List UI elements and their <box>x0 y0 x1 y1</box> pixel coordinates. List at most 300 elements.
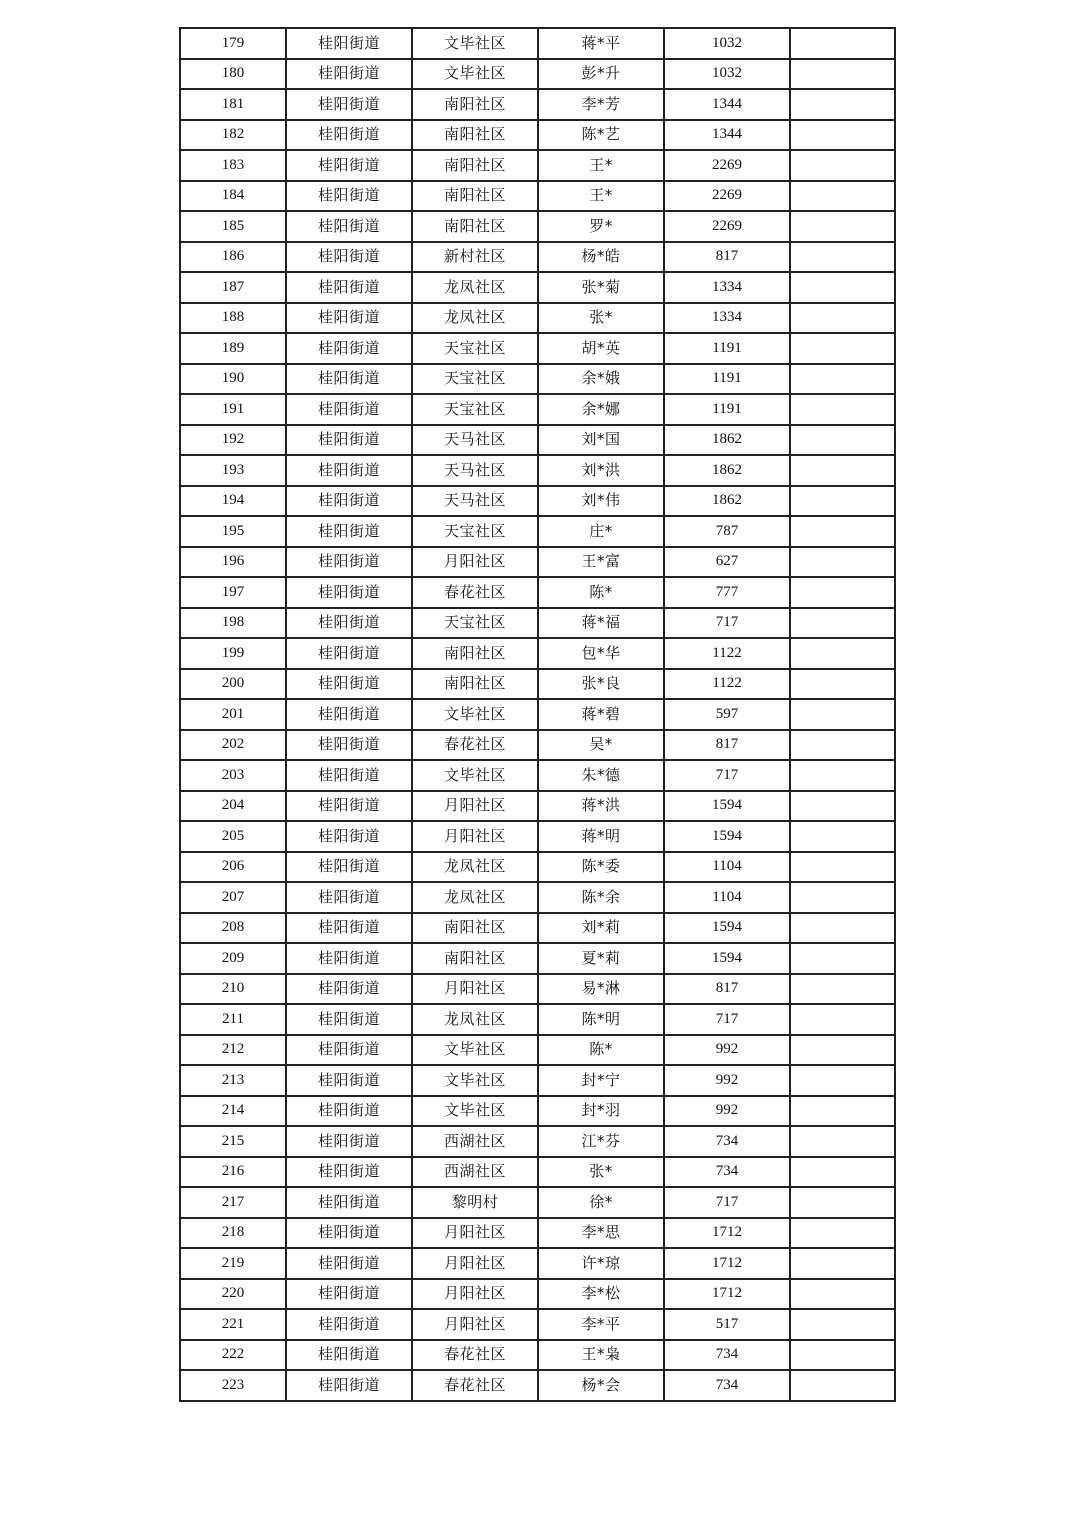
seq-cell: 191 <box>180 394 286 425</box>
name-cell: 李*平 <box>538 1309 664 1340</box>
street-cell: 桂阳街道 <box>286 1248 412 1279</box>
table-row <box>180 303 895 334</box>
table-row <box>180 852 895 883</box>
street-cell: 桂阳街道 <box>286 974 412 1005</box>
remark-cell <box>790 455 895 486</box>
street-cell: 桂阳街道 <box>286 882 412 913</box>
amount-cell: 1594 <box>664 943 790 974</box>
seq-cell: 190 <box>180 364 286 395</box>
name-cell: 王* <box>538 150 664 181</box>
name-cell: 徐* <box>538 1187 664 1218</box>
community-cell: 月阳社区 <box>412 1218 538 1249</box>
street-cell: 桂阳街道 <box>286 1035 412 1066</box>
amount-cell: 1862 <box>664 455 790 486</box>
street-cell: 桂阳街道 <box>286 89 412 120</box>
seq-cell: 206 <box>180 852 286 883</box>
seq-cell: 221 <box>180 1309 286 1340</box>
name-cell: 江*芬 <box>538 1126 664 1157</box>
street-cell: 桂阳街道 <box>286 1187 412 1218</box>
amount-cell: 2269 <box>664 181 790 212</box>
community-cell: 南阳社区 <box>412 669 538 700</box>
amount-cell: 1862 <box>664 486 790 517</box>
amount-cell: 992 <box>664 1096 790 1127</box>
remark-cell <box>790 1126 895 1157</box>
remark-cell <box>790 425 895 456</box>
table-row <box>180 272 895 303</box>
remark-cell <box>790 730 895 761</box>
remark-cell <box>790 486 895 517</box>
seq-cell: 211 <box>180 1004 286 1035</box>
table-row <box>180 730 895 761</box>
table-row <box>180 669 895 700</box>
table-row <box>180 577 895 608</box>
community-cell: 天马社区 <box>412 455 538 486</box>
community-cell: 南阳社区 <box>412 120 538 151</box>
name-cell: 彭*升 <box>538 59 664 90</box>
remark-cell <box>790 974 895 1005</box>
table-row <box>180 974 895 1005</box>
street-cell: 桂阳街道 <box>286 516 412 547</box>
street-cell: 桂阳街道 <box>286 1309 412 1340</box>
amount-cell: 1334 <box>664 272 790 303</box>
street-cell: 桂阳街道 <box>286 120 412 151</box>
community-cell: 南阳社区 <box>412 89 538 120</box>
remark-cell <box>790 547 895 578</box>
street-cell: 桂阳街道 <box>286 669 412 700</box>
table-row <box>180 394 895 425</box>
name-cell: 陈*委 <box>538 852 664 883</box>
street-cell: 桂阳街道 <box>286 577 412 608</box>
name-cell: 陈*艺 <box>538 120 664 151</box>
street-cell: 桂阳街道 <box>286 1126 412 1157</box>
table-row <box>180 791 895 822</box>
street-cell: 桂阳街道 <box>286 272 412 303</box>
community-cell: 龙凤社区 <box>412 272 538 303</box>
name-cell: 胡*英 <box>538 333 664 364</box>
table-row <box>180 28 895 59</box>
table-row <box>180 1096 895 1127</box>
community-cell: 天宝社区 <box>412 608 538 639</box>
amount-cell: 1122 <box>664 638 790 669</box>
seq-cell: 185 <box>180 211 286 242</box>
table-row <box>180 760 895 791</box>
name-cell: 李*芳 <box>538 89 664 120</box>
community-cell: 月阳社区 <box>412 1279 538 1310</box>
remark-cell <box>790 120 895 151</box>
table-row <box>180 1004 895 1035</box>
name-cell: 刘*国 <box>538 425 664 456</box>
amount-cell: 517 <box>664 1309 790 1340</box>
seq-cell: 208 <box>180 913 286 944</box>
seq-cell: 181 <box>180 89 286 120</box>
community-cell: 天宝社区 <box>412 364 538 395</box>
name-cell: 蒋*碧 <box>538 699 664 730</box>
seq-cell: 187 <box>180 272 286 303</box>
amount-cell: 1191 <box>664 394 790 425</box>
seq-cell: 215 <box>180 1126 286 1157</box>
community-cell: 南阳社区 <box>412 638 538 669</box>
name-cell: 李*松 <box>538 1279 664 1310</box>
community-cell: 春花社区 <box>412 1370 538 1401</box>
remark-cell <box>790 577 895 608</box>
amount-cell: 1032 <box>664 59 790 90</box>
amount-cell: 817 <box>664 730 790 761</box>
street-cell: 桂阳街道 <box>286 1279 412 1310</box>
seq-cell: 194 <box>180 486 286 517</box>
seq-cell: 209 <box>180 943 286 974</box>
table-row <box>180 181 895 212</box>
amount-cell: 2269 <box>664 211 790 242</box>
street-cell: 桂阳街道 <box>286 486 412 517</box>
amount-cell: 1862 <box>664 425 790 456</box>
table-row <box>180 333 895 364</box>
community-cell: 南阳社区 <box>412 181 538 212</box>
table-row <box>180 821 895 852</box>
name-cell: 王*枭 <box>538 1340 664 1371</box>
amount-cell: 1122 <box>664 669 790 700</box>
remark-cell <box>790 882 895 913</box>
table-row <box>180 1157 895 1188</box>
street-cell: 桂阳街道 <box>286 455 412 486</box>
remark-cell <box>790 1340 895 1371</box>
seq-cell: 217 <box>180 1187 286 1218</box>
remark-cell <box>790 913 895 944</box>
amount-cell: 1334 <box>664 303 790 334</box>
name-cell: 封*羽 <box>538 1096 664 1127</box>
seq-cell: 182 <box>180 120 286 151</box>
seq-cell: 222 <box>180 1340 286 1371</box>
remark-cell <box>790 1279 895 1310</box>
table-row <box>180 913 895 944</box>
community-cell: 南阳社区 <box>412 943 538 974</box>
table-row <box>180 1340 895 1371</box>
community-cell: 天宝社区 <box>412 516 538 547</box>
community-cell: 春花社区 <box>412 730 538 761</box>
table-row <box>180 120 895 151</box>
remark-cell <box>790 211 895 242</box>
amount-cell: 1712 <box>664 1218 790 1249</box>
remark-cell <box>790 1248 895 1279</box>
community-cell: 天马社区 <box>412 425 538 456</box>
seq-cell: 223 <box>180 1370 286 1401</box>
community-cell: 天宝社区 <box>412 333 538 364</box>
street-cell: 桂阳街道 <box>286 1370 412 1401</box>
community-cell: 南阳社区 <box>412 211 538 242</box>
amount-cell: 992 <box>664 1035 790 1066</box>
remark-cell <box>790 394 895 425</box>
amount-cell: 597 <box>664 699 790 730</box>
remark-cell <box>790 1157 895 1188</box>
table-row <box>180 516 895 547</box>
name-cell: 陈*明 <box>538 1004 664 1035</box>
street-cell: 桂阳街道 <box>286 638 412 669</box>
table-row <box>180 638 895 669</box>
seq-cell: 204 <box>180 791 286 822</box>
community-cell: 南阳社区 <box>412 913 538 944</box>
seq-cell: 180 <box>180 59 286 90</box>
amount-cell: 1594 <box>664 913 790 944</box>
community-cell: 天马社区 <box>412 486 538 517</box>
table-row <box>180 1309 895 1340</box>
community-cell: 文毕社区 <box>412 1035 538 1066</box>
seq-cell: 220 <box>180 1279 286 1310</box>
amount-cell: 787 <box>664 516 790 547</box>
street-cell: 桂阳街道 <box>286 1157 412 1188</box>
table-row <box>180 943 895 974</box>
remark-cell <box>790 791 895 822</box>
community-cell: 月阳社区 <box>412 547 538 578</box>
table-row <box>180 425 895 456</box>
name-cell: 易*淋 <box>538 974 664 1005</box>
amount-cell: 734 <box>664 1157 790 1188</box>
remark-cell <box>790 852 895 883</box>
community-cell: 黎明村 <box>412 1187 538 1218</box>
name-cell: 余*娥 <box>538 364 664 395</box>
name-cell: 朱*德 <box>538 760 664 791</box>
table-row <box>180 1187 895 1218</box>
remark-cell <box>790 699 895 730</box>
seq-cell: 216 <box>180 1157 286 1188</box>
remark-cell <box>790 821 895 852</box>
amount-cell: 734 <box>664 1370 790 1401</box>
name-cell: 王* <box>538 181 664 212</box>
table-row <box>180 547 895 578</box>
name-cell: 陈* <box>538 577 664 608</box>
community-cell: 龙凤社区 <box>412 1004 538 1035</box>
street-cell: 桂阳街道 <box>286 1218 412 1249</box>
table-row <box>180 150 895 181</box>
community-cell: 龙凤社区 <box>412 303 538 334</box>
remark-cell <box>790 516 895 547</box>
name-cell: 陈*余 <box>538 882 664 913</box>
remark-cell <box>790 333 895 364</box>
remark-cell <box>790 1035 895 1066</box>
remark-cell <box>790 28 895 59</box>
community-cell: 南阳社区 <box>412 150 538 181</box>
remark-cell <box>790 1065 895 1096</box>
name-cell: 夏*莉 <box>538 943 664 974</box>
amount-cell: 2269 <box>664 150 790 181</box>
community-cell: 文毕社区 <box>412 699 538 730</box>
street-cell: 桂阳街道 <box>286 333 412 364</box>
table-row <box>180 882 895 913</box>
community-cell: 文毕社区 <box>412 760 538 791</box>
amount-cell: 717 <box>664 1004 790 1035</box>
community-cell: 文毕社区 <box>412 28 538 59</box>
street-cell: 桂阳街道 <box>286 943 412 974</box>
community-cell: 天宝社区 <box>412 394 538 425</box>
amount-cell: 734 <box>664 1340 790 1371</box>
seq-cell: 219 <box>180 1248 286 1279</box>
name-cell: 封*宁 <box>538 1065 664 1096</box>
name-cell: 蒋*平 <box>538 28 664 59</box>
name-cell: 蒋*洪 <box>538 791 664 822</box>
name-cell: 王*富 <box>538 547 664 578</box>
street-cell: 桂阳街道 <box>286 791 412 822</box>
street-cell: 桂阳街道 <box>286 211 412 242</box>
table-row <box>180 364 895 395</box>
table-row <box>180 211 895 242</box>
community-cell: 月阳社区 <box>412 791 538 822</box>
name-cell: 罗* <box>538 211 664 242</box>
remark-cell <box>790 1187 895 1218</box>
street-cell: 桂阳街道 <box>286 394 412 425</box>
seq-cell: 200 <box>180 669 286 700</box>
street-cell: 桂阳街道 <box>286 364 412 395</box>
roster-table-body <box>180 28 895 1401</box>
amount-cell: 717 <box>664 1187 790 1218</box>
name-cell: 吴* <box>538 730 664 761</box>
amount-cell: 1594 <box>664 791 790 822</box>
remark-cell <box>790 89 895 120</box>
seq-cell: 183 <box>180 150 286 181</box>
community-cell: 文毕社区 <box>412 1065 538 1096</box>
seq-cell: 179 <box>180 28 286 59</box>
name-cell: 许*琼 <box>538 1248 664 1279</box>
seq-cell: 202 <box>180 730 286 761</box>
community-cell: 春花社区 <box>412 577 538 608</box>
community-cell: 春花社区 <box>412 1340 538 1371</box>
name-cell: 张*菊 <box>538 272 664 303</box>
seq-cell: 205 <box>180 821 286 852</box>
remark-cell <box>790 943 895 974</box>
table-row <box>180 1065 895 1096</box>
name-cell: 张* <box>538 1157 664 1188</box>
amount-cell: 1104 <box>664 852 790 883</box>
seq-cell: 199 <box>180 638 286 669</box>
seq-cell: 196 <box>180 547 286 578</box>
name-cell: 刘*莉 <box>538 913 664 944</box>
table-row <box>180 1248 895 1279</box>
remark-cell <box>790 638 895 669</box>
name-cell: 张* <box>538 303 664 334</box>
street-cell: 桂阳街道 <box>286 150 412 181</box>
seq-cell: 218 <box>180 1218 286 1249</box>
seq-cell: 198 <box>180 608 286 639</box>
amount-cell: 777 <box>664 577 790 608</box>
seq-cell: 212 <box>180 1035 286 1066</box>
community-cell: 西湖社区 <box>412 1126 538 1157</box>
remark-cell <box>790 1370 895 1401</box>
table-row <box>180 1279 895 1310</box>
seq-cell: 195 <box>180 516 286 547</box>
street-cell: 桂阳街道 <box>286 1340 412 1371</box>
table-row <box>180 1035 895 1066</box>
amount-cell: 1712 <box>664 1279 790 1310</box>
community-cell: 文毕社区 <box>412 1096 538 1127</box>
amount-cell: 1344 <box>664 120 790 151</box>
street-cell: 桂阳街道 <box>286 760 412 791</box>
seq-cell: 213 <box>180 1065 286 1096</box>
table-row <box>180 89 895 120</box>
amount-cell: 717 <box>664 760 790 791</box>
table-row <box>180 608 895 639</box>
amount-cell: 1032 <box>664 28 790 59</box>
remark-cell <box>790 181 895 212</box>
street-cell: 桂阳街道 <box>286 181 412 212</box>
amount-cell: 992 <box>664 1065 790 1096</box>
name-cell: 李*思 <box>538 1218 664 1249</box>
remark-cell <box>790 272 895 303</box>
street-cell: 桂阳街道 <box>286 28 412 59</box>
remark-cell <box>790 669 895 700</box>
community-cell: 文毕社区 <box>412 59 538 90</box>
street-cell: 桂阳街道 <box>286 242 412 273</box>
name-cell: 杨*皓 <box>538 242 664 273</box>
seq-cell: 210 <box>180 974 286 1005</box>
name-cell: 包*华 <box>538 638 664 669</box>
remark-cell <box>790 1218 895 1249</box>
remark-cell <box>790 1309 895 1340</box>
name-cell: 陈* <box>538 1035 664 1066</box>
street-cell: 桂阳街道 <box>286 425 412 456</box>
amount-cell: 1191 <box>664 364 790 395</box>
remark-cell <box>790 364 895 395</box>
name-cell: 刘*伟 <box>538 486 664 517</box>
amount-cell: 717 <box>664 608 790 639</box>
seq-cell: 184 <box>180 181 286 212</box>
amount-cell: 1344 <box>664 89 790 120</box>
seq-cell: 186 <box>180 242 286 273</box>
name-cell: 庄* <box>538 516 664 547</box>
seq-cell: 201 <box>180 699 286 730</box>
remark-cell <box>790 59 895 90</box>
amount-cell: 1594 <box>664 821 790 852</box>
seq-cell: 197 <box>180 577 286 608</box>
street-cell: 桂阳街道 <box>286 1065 412 1096</box>
amount-cell: 1191 <box>664 333 790 364</box>
street-cell: 桂阳街道 <box>286 547 412 578</box>
seq-cell: 203 <box>180 760 286 791</box>
name-cell: 张*良 <box>538 669 664 700</box>
amount-cell: 734 <box>664 1126 790 1157</box>
street-cell: 桂阳街道 <box>286 913 412 944</box>
roster-table <box>179 27 896 1402</box>
name-cell: 蒋*福 <box>538 608 664 639</box>
table-row <box>180 1218 895 1249</box>
street-cell: 桂阳街道 <box>286 59 412 90</box>
community-cell: 龙凤社区 <box>412 852 538 883</box>
amount-cell: 627 <box>664 547 790 578</box>
seq-cell: 207 <box>180 882 286 913</box>
street-cell: 桂阳街道 <box>286 852 412 883</box>
street-cell: 桂阳街道 <box>286 699 412 730</box>
seq-cell: 192 <box>180 425 286 456</box>
table-row <box>180 486 895 517</box>
community-cell: 西湖社区 <box>412 1157 538 1188</box>
name-cell: 蒋*明 <box>538 821 664 852</box>
remark-cell <box>790 150 895 181</box>
community-cell: 龙凤社区 <box>412 882 538 913</box>
street-cell: 桂阳街道 <box>286 303 412 334</box>
seq-cell: 188 <box>180 303 286 334</box>
table-row <box>180 59 895 90</box>
remark-cell <box>790 242 895 273</box>
table-row <box>180 1370 895 1401</box>
name-cell: 余*娜 <box>538 394 664 425</box>
remark-cell <box>790 760 895 791</box>
community-cell: 月阳社区 <box>412 821 538 852</box>
street-cell: 桂阳街道 <box>286 1004 412 1035</box>
amount-cell: 1712 <box>664 1248 790 1279</box>
street-cell: 桂阳街道 <box>286 730 412 761</box>
street-cell: 桂阳街道 <box>286 821 412 852</box>
table-row <box>180 699 895 730</box>
community-cell: 月阳社区 <box>412 1309 538 1340</box>
street-cell: 桂阳街道 <box>286 1096 412 1127</box>
community-cell: 新村社区 <box>412 242 538 273</box>
name-cell: 杨*会 <box>538 1370 664 1401</box>
